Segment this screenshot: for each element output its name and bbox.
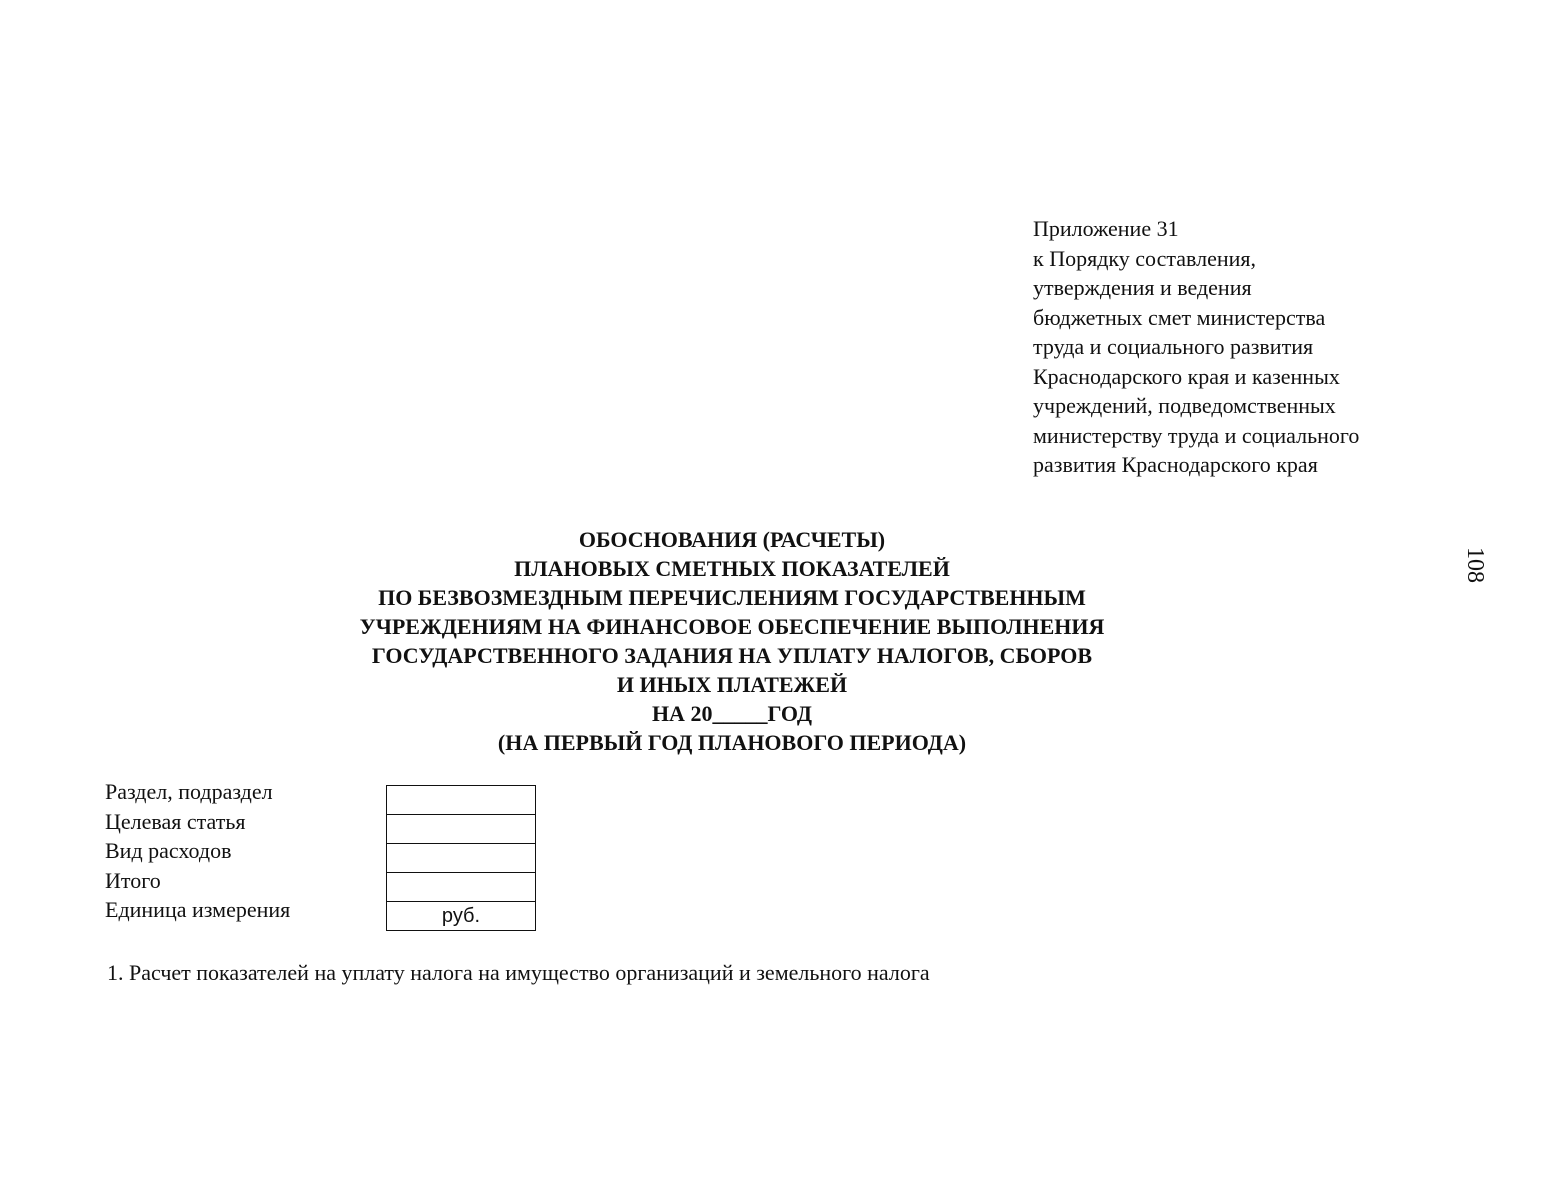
appendix-line: труда и социального развития — [1033, 334, 1314, 359]
title-line: ОБОСНОВАНИЯ (РАСЧЕТЫ) — [578, 527, 886, 552]
expense-type-value-cell[interactable] — [387, 844, 536, 873]
title-line: И ИНЫХ ПЛАТЕЖЕЙ — [616, 672, 848, 697]
field-label-total: Итого — [105, 867, 161, 893]
appendix-line: учреждений, подведомственных — [1033, 393, 1336, 418]
table-row — [387, 902, 536, 931]
target-article-value-cell[interactable] — [387, 815, 536, 844]
field-labels — [105, 777, 290, 925]
title-line: УЧРЕЖДЕНИЯМ НА ФИНАНСОВОЕ ОБЕСПЕЧЕНИЕ ВЫПОЛНЕНИЯ — [359, 614, 1105, 639]
appendix-header — [1033, 214, 1453, 480]
code-table — [386, 785, 536, 931]
title-line: (НА ПЕРВЫЙ ГОД ПЛАНОВОГО ПЕРИОДА) — [497, 730, 967, 755]
table-row — [387, 844, 536, 873]
appendix-line: Краснодарского края и казенных — [1033, 363, 1340, 389]
section-1-heading: 1. Расчет показателей на уплату налога на имущество организаций и земельного налога — [107, 960, 930, 985]
table-row — [387, 786, 536, 815]
section-value-cell[interactable] — [387, 786, 536, 815]
title-line: ГОСУДАРСТВЕННОГО ЗАДАНИЯ НА УПЛАТУ НАЛОГОВ, СБОРОВ — [371, 643, 1093, 668]
field-label-unit: Единица измерения — [105, 897, 291, 922]
title-line: ПЛАНОВЫХ СМЕТНЫХ ПОКАЗАТЕЛЕЙ — [514, 556, 950, 581]
title-line: НА 20_____ГОД — [651, 701, 813, 726]
appendix-line: Приложение 31 — [1033, 216, 1179, 241]
total-value-cell[interactable] — [387, 873, 536, 902]
table-row — [387, 873, 536, 902]
field-label-section: Раздел, подраздел — [105, 779, 273, 804]
field-label-expense-type: Вид расходов — [105, 838, 232, 863]
appendix-line: утверждения и ведения — [1033, 275, 1252, 300]
page-number: 108 — [1462, 547, 1488, 583]
document-title — [230, 525, 1234, 757]
title-line: ПО БЕЗВОЗМЕЗДНЫМ ПЕРЕЧИСЛЕНИЯМ ГОСУДАРСТВЕННЫМ — [378, 585, 1086, 610]
unit-value-cell[interactable]: руб. — [387, 902, 536, 931]
appendix-line: к Порядку составления, — [1033, 245, 1256, 271]
field-label-target-article: Целевая статья — [105, 808, 246, 834]
appendix-line: развития Краснодарского края — [1033, 452, 1318, 477]
appendix-line: министерству труда и социального — [1033, 422, 1360, 448]
table-row — [387, 815, 536, 844]
appendix-line: бюджетных смет министерства — [1033, 304, 1326, 330]
